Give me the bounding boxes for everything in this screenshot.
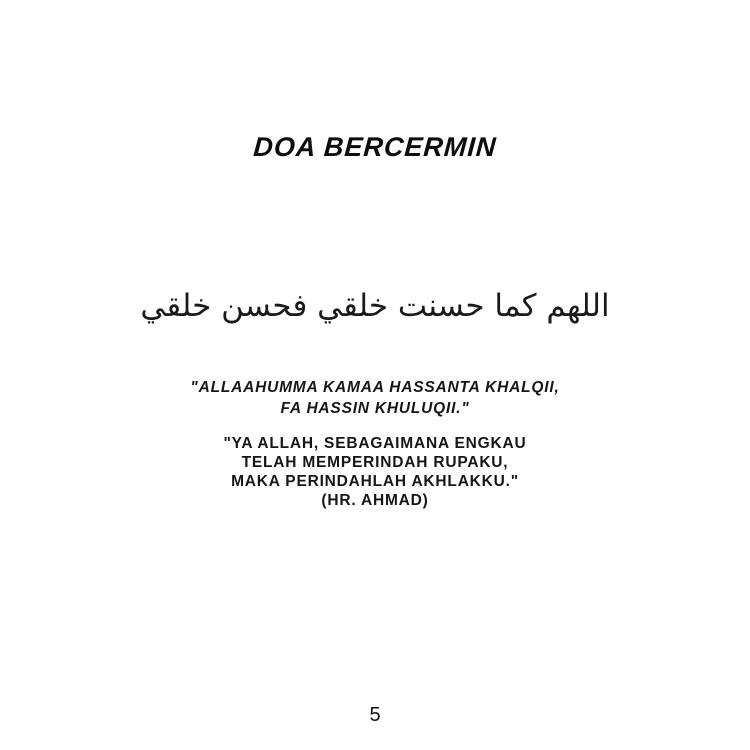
arabic-prayer-text: اللهم كما حسنت خلقي فحسن خلقي <box>140 288 610 324</box>
transliteration-block <box>0 377 750 419</box>
page-number: 5 <box>369 704 381 726</box>
translation-line: MAKA PERINDAHLAH AKHLAKKU." <box>231 473 519 490</box>
transliteration-line: FA HASSIN KHULUQII." <box>280 400 470 417</box>
hadith-source: (HR. AHMAD) <box>321 492 429 509</box>
translation-line: TELAH MEMPERINDAH RUPAKU, <box>241 454 509 471</box>
transliteration-line: "ALLAAHUMMA KAMAA HASSANTA KHALQII, <box>190 379 560 396</box>
translation-block <box>0 434 750 510</box>
page-title: DOA BERCERMIN <box>252 132 498 162</box>
translation-line: "YA ALLAH, SEBAGAIMANA ENGKAU <box>223 435 527 452</box>
